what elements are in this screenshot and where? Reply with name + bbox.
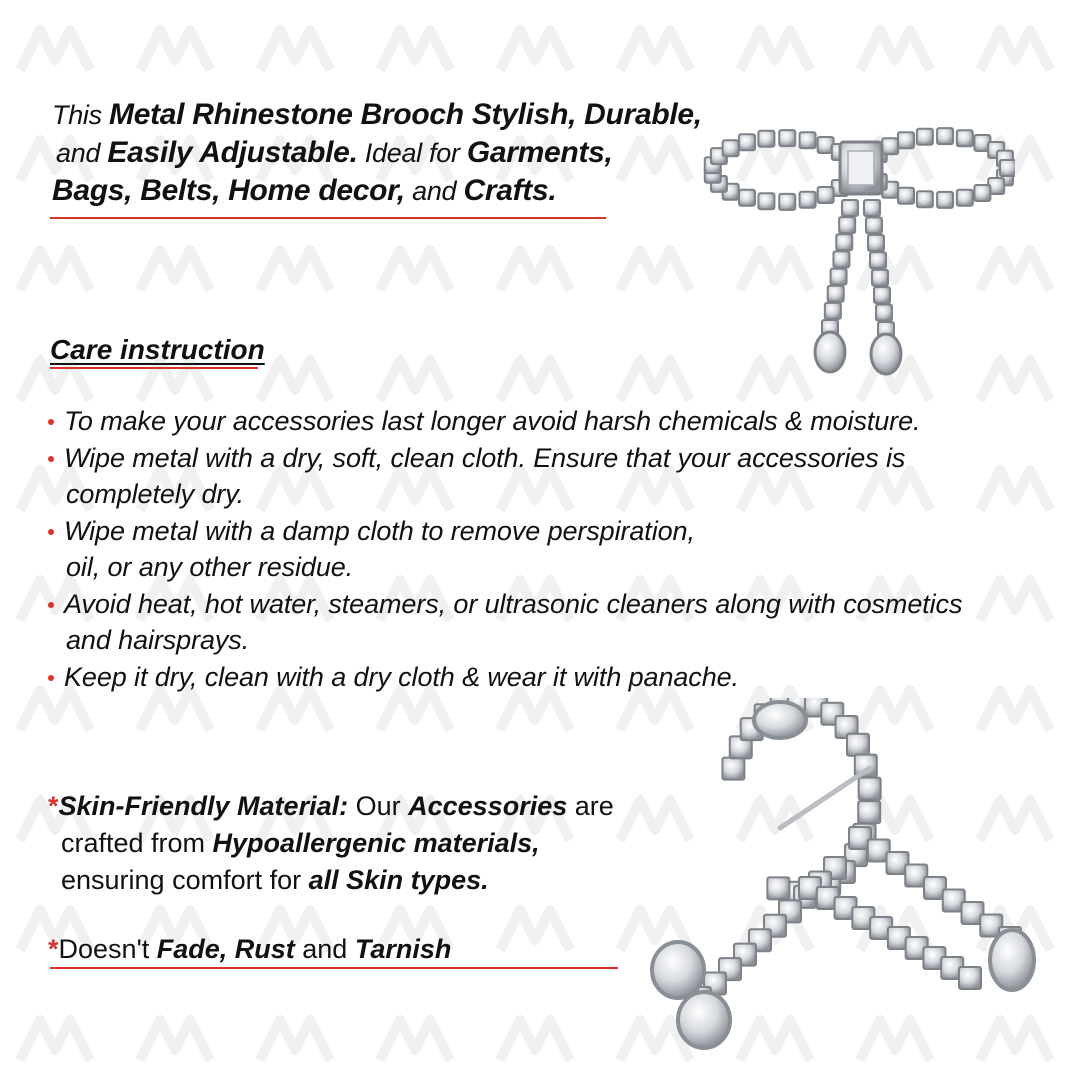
intro-adjustable: Easily Adjustable. — [107, 136, 358, 169]
care-bullet-text: Wipe metal with a damp cloth to remove perspiration, — [64, 515, 695, 546]
care-bullet — [48, 513, 1048, 586]
bullet-dot-icon — [48, 456, 54, 462]
skin-line-2 — [48, 825, 614, 862]
product-image-top — [700, 118, 1015, 380]
skin-all-types: all Skin types. — [308, 865, 489, 895]
intro-uses: Bags, Belts, Home decor, — [52, 174, 405, 207]
intro-line-3 — [52, 172, 652, 210]
intro-garments: Garments, — [466, 136, 613, 169]
fade-and: and — [294, 934, 355, 964]
fade-doesnt: Doesn't — [58, 934, 157, 964]
fade-tarnish: Tarnish — [354, 934, 452, 964]
skin-our: Our — [348, 791, 409, 821]
skin-line-3 — [48, 862, 614, 899]
product-image-bottom — [640, 698, 1050, 1058]
intro-product-name: Metal Rhinestone Brooch Stylish, Durable, — [109, 98, 702, 131]
asterisk: * — [48, 934, 59, 964]
care-bullet-text: Keep it dry, clean with a dry cloth & wear it with panache. — [64, 661, 739, 692]
no-fade-line — [48, 934, 451, 965]
intro-this: This — [52, 100, 110, 130]
care-bullet — [48, 659, 1048, 696]
care-bullet-text-cont: oil, or any other residue. — [66, 552, 354, 582]
care-bullet-list — [48, 403, 1048, 695]
care-instruction-heading: Care instruction — [50, 334, 265, 365]
care-bullet-text-cont: completely dry. — [66, 479, 245, 509]
intro-line-2 — [52, 134, 652, 172]
intro-underline — [50, 217, 606, 219]
intro-ideal-for: Ideal for — [357, 138, 467, 168]
intro-line-1 — [52, 96, 702, 134]
care-bullet — [48, 586, 1048, 659]
fade-rust: Fade, Rust — [156, 934, 295, 964]
intro-text — [52, 96, 702, 210]
skin-ensuring: ensuring comfort for — [61, 865, 309, 895]
bullet-dot-icon — [48, 529, 54, 535]
skin-accessories: Accessories — [408, 791, 568, 821]
care-bullet-text: To make your accessories last longer avoid harsh chemicals & moisture. — [64, 406, 921, 436]
skin-line-1 — [48, 788, 614, 825]
skin-hypoallergenic: Hypoallergenic materials, — [212, 828, 540, 858]
care-bullet — [48, 403, 1048, 440]
fade-underline — [50, 967, 618, 969]
bullet-dot-icon — [48, 602, 54, 608]
care-heading-rule — [50, 367, 258, 369]
intro-and: and — [56, 138, 108, 168]
skin-are: are — [567, 791, 614, 821]
care-bullet-text: Wipe metal with a dry, soft, clean cloth. Ensure that your accessories is — [64, 442, 906, 473]
intro-crafts: Crafts. — [463, 174, 557, 207]
asterisk: * — [48, 791, 59, 821]
bullet-dot-icon — [48, 419, 54, 425]
care-bullet-text: Avoid heat, hot water, steamers, or ultrasonic cleaners along with cosmetics — [64, 588, 963, 619]
bullet-dot-icon — [48, 675, 54, 681]
skin-friendly-block — [48, 788, 614, 899]
care-bullet — [48, 440, 1048, 513]
skin-title: Skin-Friendly Material: — [58, 791, 349, 821]
skin-crafted: crafted from — [61, 828, 213, 858]
intro-and-2: and — [404, 176, 464, 206]
care-bullet-text-cont: and hairsprays. — [66, 625, 250, 655]
